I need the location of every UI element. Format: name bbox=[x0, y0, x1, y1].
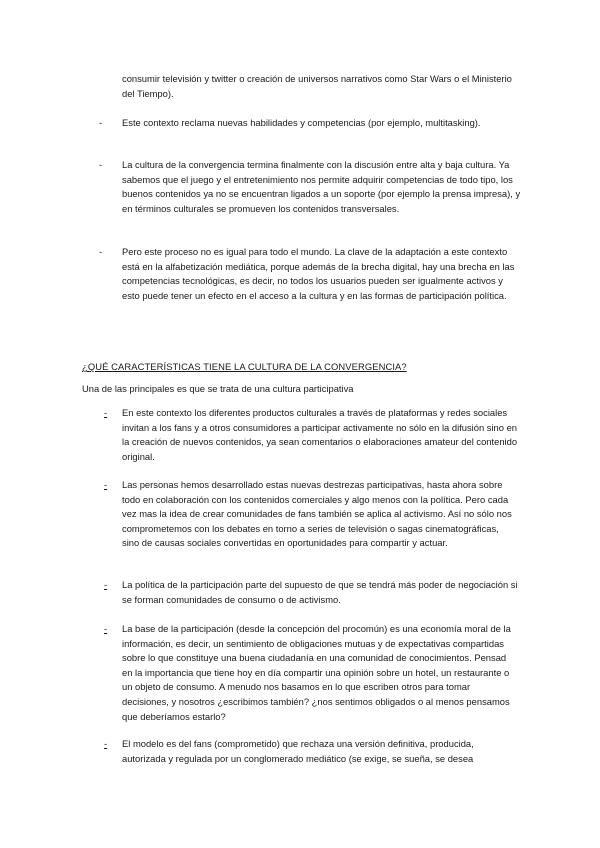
list-item-text: La base de la participación (desde la concepción del procomún) es una economía moral de la información, es decir, un sentimiento de obligaciones mutuas y de expectativas compartidas sobre lo que constituye una buena ciudadanía en una comunidad de conocimientos. Pensad en la importancia que tiene hoy en día compartir una opinión sobre un hotel, un restaurante o un objeto de consumo. A menudo nos basamos en lo que escriben otros para tomar decisiones, y nosotros ¿escribimos también? ¿nos sentimos obligados o al menos pensamos que deberíamos estarlo? bbox=[122, 623, 511, 722]
list-item-participatory-skills bbox=[104, 478, 524, 551]
list-item-media-literacy bbox=[99, 245, 529, 303]
list-item-text: La política de la participación parte del supuesto de que se tendrá más poder de negociación si se forman comunidades de consumo o de activismo. bbox=[122, 579, 518, 605]
list-item-moral-economy bbox=[104, 622, 524, 724]
list-item-fan-model bbox=[104, 737, 524, 766]
list-item-text: Este contexto reclama nuevas habilidades y competencias (por ejemplo, multitasking). bbox=[122, 117, 481, 128]
bullet-dash: - bbox=[104, 407, 108, 418]
list-item-text: La cultura de la convergencia termina finalmente con la discusión entre alta y baja cultura. Ya sabemos que el juego y el entretenimiento nos permite adquirir competencias de todo tipo, los buenos contenidos ya no se encuentran ligados a un soporte (por ejemplo la prensa impresa), y en términos culturales se promueven los contenidos transversales. bbox=[122, 159, 521, 214]
bullet-dash: - bbox=[104, 579, 108, 590]
list-item-text: El modelo es del fans (comprometido) que rechaza una versión definitiva, producida, autorizada y regulada por un conglomerado mediático (se exige, se sueña, se desea bbox=[122, 738, 474, 764]
bullet-dash: - bbox=[104, 479, 108, 490]
list-item-text: Las personas hemos desarrollado estas nuevas destrezas participativas, hasta ahora sobre todo en colaboración con los contenidos comerciales y algo menos con la política. Pero cada vez mas la idea de crear comunidades de fans también se aplica al activismo. Así no sólo nos comprometemos con los debates en torno a series de televisión o sagas cinematográficas, sino de causas sociales convertidas en oportunidades para compartir y actuar. bbox=[122, 479, 512, 549]
list-item-skills bbox=[99, 116, 529, 131]
list-item-convergence-culture bbox=[99, 158, 529, 216]
bullet-dash: - bbox=[104, 738, 108, 749]
section-heading: ¿QUÉ CARACTERÍSTICAS TIENE LA CULTURA DE LA CONVERGENCIA? bbox=[82, 361, 407, 372]
intro-paragraph: Una de las principales es que se trata de una cultura participativa bbox=[82, 383, 354, 394]
list-item-text: Pero este proceso no es igual para todo el mundo. La clave de la adaptación a este contexto está en la alfabetización mediática, porque además de la brecha digital, hay una brecha en las competencias tecnológicas, es decir, no todos los usuarios pueden ser igualmente activos y esto puede tener un efecto en el acceso a la cultura y en las formas de participación política. bbox=[122, 246, 515, 301]
list-item-text: En este contexto los diferentes productos culturales a través de plataformas y redes sociales invitan a los fans y a otros consumidores a participar activamente no sólo en la difusión sino en la creación de nuevos contenidos, ya sean comentarios o elaboraciones amateur del contenido original. bbox=[122, 407, 518, 462]
list-item-platforms bbox=[104, 406, 524, 464]
continuation-paragraph: consumir televisión y twitter o creación de universos narrativos como Star Wars o el Ministerio del Tiempo). bbox=[122, 73, 512, 99]
bullet-dash: - bbox=[99, 159, 103, 170]
bullet-dash: - bbox=[99, 246, 103, 257]
list-item-participation-politics bbox=[104, 578, 524, 607]
bullet-dash: - bbox=[104, 623, 108, 634]
bullet-dash: - bbox=[99, 117, 103, 128]
